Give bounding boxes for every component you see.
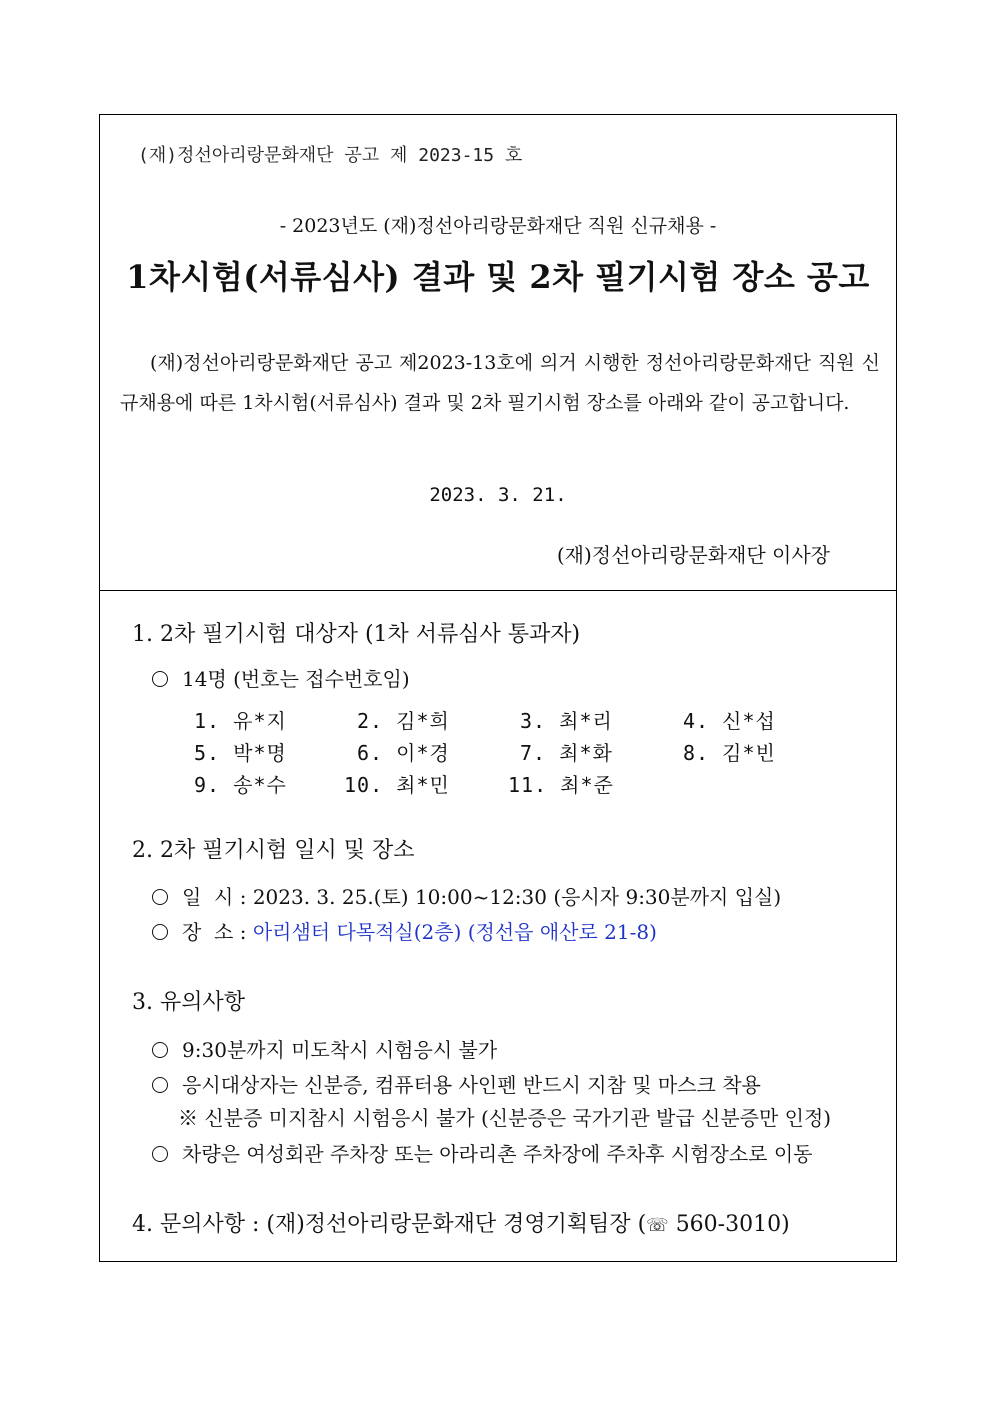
applicant-item: 4. 신*섭 [683,709,776,733]
applicant-item: 2. 김*희 [357,709,450,733]
datetime-value: 2023. 3. 25.(토) 10:00~12:30 (응시자 9:30분까지 입실) [252,885,782,909]
notice-title: 1차시험(서류심사) 결과 및 2차 필기시험 장소 공고 [126,258,870,296]
circle-bullet-icon [152,924,168,940]
notice-date: 2023. 3. 21. [429,484,567,506]
contact-heading: 4. 문의사항 : (재)정선아리랑문화재단 경영기획팀장 [132,1212,631,1237]
applicant-count: 14명 (번호는 접수번호임) [182,667,410,691]
caution-item [152,1034,497,1063]
applicant-item: 1. 유*지 [194,709,287,733]
caution-item [152,1069,761,1098]
applicant-item: 5. 박*명 [194,741,287,765]
datetime-label: 일 시 : [182,885,247,909]
caution-item [152,1138,812,1167]
applicant-item: 11. 최*준 [508,773,614,797]
place-label: 장 소 : [182,920,247,944]
notice-issuer: (재)정선아리랑문화재단 이사장 [556,543,830,567]
notice-header-box [100,115,896,591]
circle-bullet-icon [152,671,168,687]
section1-heading: 1. 2차 필기시험 대상자 (1차 서류심사 통과자) [132,622,581,647]
contact-phone: 560-3010 [675,1212,782,1237]
caution-text: 차량은 여성회관 주차장 또는 아라리촌 주차장에 주차후 시험장소로 이동 [182,1142,813,1166]
circle-bullet-icon [152,1077,168,1093]
notice-body: (재)정선아리랑문화재단 공고 제2023-13호에 의거 시행한 정선아리랑문화재단 직원 신규채용에 따른 1차시험(서류심사) 결과 및 2차 필기시험 장소를 아래와 같이 공고합니다. [120,352,880,414]
applicant-item: 6. 이*경 [357,741,450,765]
place-value: 아리샘터 다목적실(2층) (정선읍 애산로 21-8) [252,920,657,944]
applicant-item: 8. 김*빈 [683,741,776,765]
section4-contact: 4. 문의사항 : (재)정선아리랑문화재단 경영기획팀장 (☏ 560-3010) [132,1212,790,1237]
circle-bullet-icon [152,1042,168,1058]
applicant-item: 3. 최*리 [520,709,613,733]
section3-heading: 3. 유의사항 [132,990,245,1015]
caution-text: 응시대상자는 신분증, 컴퓨터용 사인펜 반드시 지참 및 마스크 착용 [182,1073,761,1097]
caution-note: ※ 신분증 미지참시 시험응시 불가 (신분증은 국가기관 발급 신분증만 인정) [178,1106,832,1130]
section2-heading: 2. 2차 필기시험 일시 및 장소 [132,838,415,863]
notice-frame [99,114,897,1262]
notice-subtitle: - 2023년도 (재)정선아리랑문화재단 직원 신규채용 - [279,215,717,237]
telephone-icon: ☏ [646,1215,669,1236]
notice-number: (재)정선아리랑문화재단 공고 제 2023-15 호 [138,145,523,166]
circle-bullet-icon [152,889,168,905]
exam-place [152,916,657,945]
exam-datetime [152,881,781,910]
applicant-item: 9. 송*수 [194,773,287,797]
circle-bullet-icon [152,1146,168,1162]
applicant-item: 7. 최*화 [520,741,613,765]
section1-count [152,663,410,692]
caution-text: 9:30분까지 미도착시 시험응시 불가 [182,1038,498,1062]
applicant-item: 10. 최*민 [344,773,450,797]
